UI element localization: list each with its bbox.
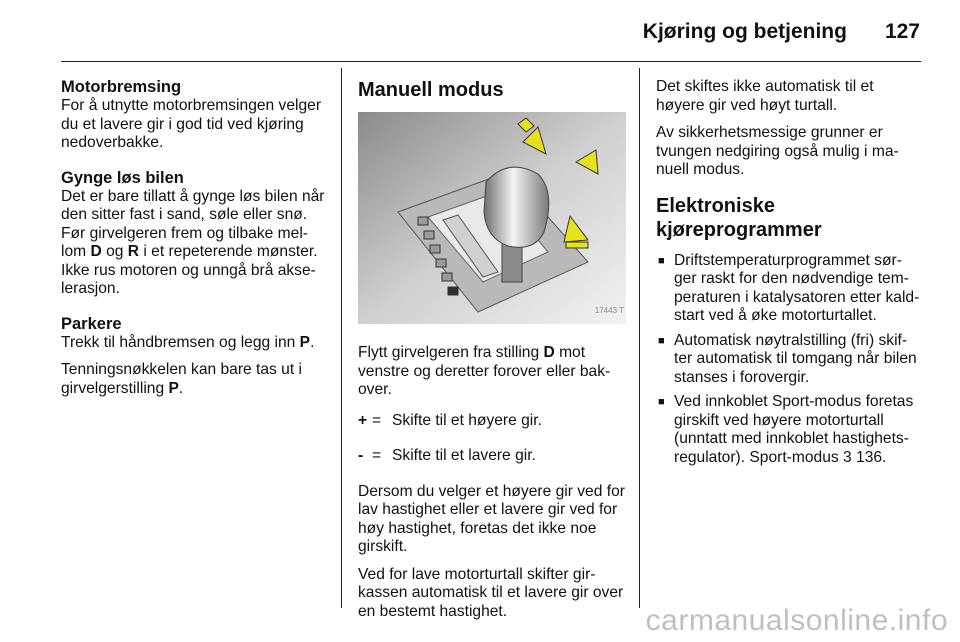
- heading-manuell-modus: Manuell modus: [358, 79, 504, 101]
- bullet-item: ■ Automatisk nøytralstilling (fri) skif- ter automatisk til tomgang når bilen stanses i forovergir.: [658, 331, 917, 386]
- page-number: 127: [884, 20, 920, 43]
- gear-selector-illustration: [358, 112, 626, 324]
- figure-code: 17443 T: [594, 305, 624, 315]
- heading-kjoreprogrammer: Elektroniske kjøreprogrammer: [656, 194, 822, 241]
- plus-shift-row: [358, 412, 626, 431]
- minus-shift-text: Skifte til et lavere gir.: [392, 447, 536, 464]
- plus-shift-text: Skifte til et høyere gir.: [392, 411, 542, 429]
- paragraph-dersom: Dersom du velger et høyere gir ved for lav hastighet eller et lavere gir ved for høy hastighet, foretas det ikke noe girskift.: [358, 482, 625, 555]
- equals-sign: =: [372, 411, 382, 429]
- column-2: [358, 78, 626, 630]
- bullet-item: ■ Driftstemperaturprogrammet sør- ger raskt for den nødvendige tem- peraturen i katalysatoren etter kald- start ved å øke motorturtallet.: [658, 251, 920, 324]
- minus-shift-row: [358, 447, 626, 466]
- paragraph-hoyt-turtall: Det skiftes ikke automatisk til et høyere gir ved høyt turtall.: [656, 78, 874, 114]
- paragraph-motorbremsing: For å utnytte motorbremsingen velger du et lavere gir i god tid ved kjøring nedoverbakke.: [61, 97, 322, 151]
- bullet-icon: ■: [658, 254, 665, 267]
- header-rule: [61, 61, 921, 62]
- column-1: [61, 78, 329, 407]
- paragraph-sikkerhet: Av sikkerhetsmessige grunner er tvungen nedgiring også mulig i ma- nuell modus.: [656, 124, 899, 178]
- paragraph-flytt: Flytt girvelgeren fra stilling D mot venstre og deretter forover eller bak- over.: [358, 344, 611, 398]
- bullet-icon: ■: [658, 334, 665, 347]
- heading-parkere: Parkere: [61, 314, 122, 333]
- watermark: carmanualsonline.info: [645, 604, 948, 637]
- plus-key: +: [358, 411, 368, 429]
- heading-motorbremsing: Motorbremsing: [61, 78, 182, 96]
- heading-gynge: Gynge løs bilen: [61, 168, 184, 187]
- paragraph-parkere: Trekk til håndbremsen og legg inn P.: [61, 333, 315, 351]
- bullet-icon: ■: [658, 396, 665, 408]
- page-header: [643, 20, 920, 44]
- header-title: Kjøring og betjening: [642, 20, 847, 43]
- paragraph-tenning: Tenningsnøkkelen kan bare tas ut i girvelgerstilling P.: [61, 361, 302, 397]
- gear-selector-figure: [358, 112, 626, 324]
- minus-key: -: [358, 447, 364, 464]
- column-3: [656, 78, 924, 473]
- equals-sign: =: [372, 447, 382, 464]
- bullet-item: ■ Ved innkoblet Sport-modus foretas girskift ved høyere motorturtall (unntatt med innkoblet hastighets- regulator). Sport-modus 3 136.: [658, 393, 914, 466]
- column-divider-1: [341, 68, 342, 608]
- column-divider-2: [639, 68, 640, 608]
- paragraph-gynge: Det er bare tillatt å gynge løs bilen når den sitter fast i sand, søle eller snø. Før girvelgeren frem og tilbake mel- lom D og R i et repeterende mønster. Ikke rus motoren og unngå brå akse- lerasjon.: [61, 187, 325, 297]
- page-reference-icon: 3: [843, 448, 852, 466]
- paragraph-lave-turtall: Ved for lave motorturtall skifter gir- kassen automatisk til et lavere gir over en bestemt hastighet.: [358, 565, 624, 620]
